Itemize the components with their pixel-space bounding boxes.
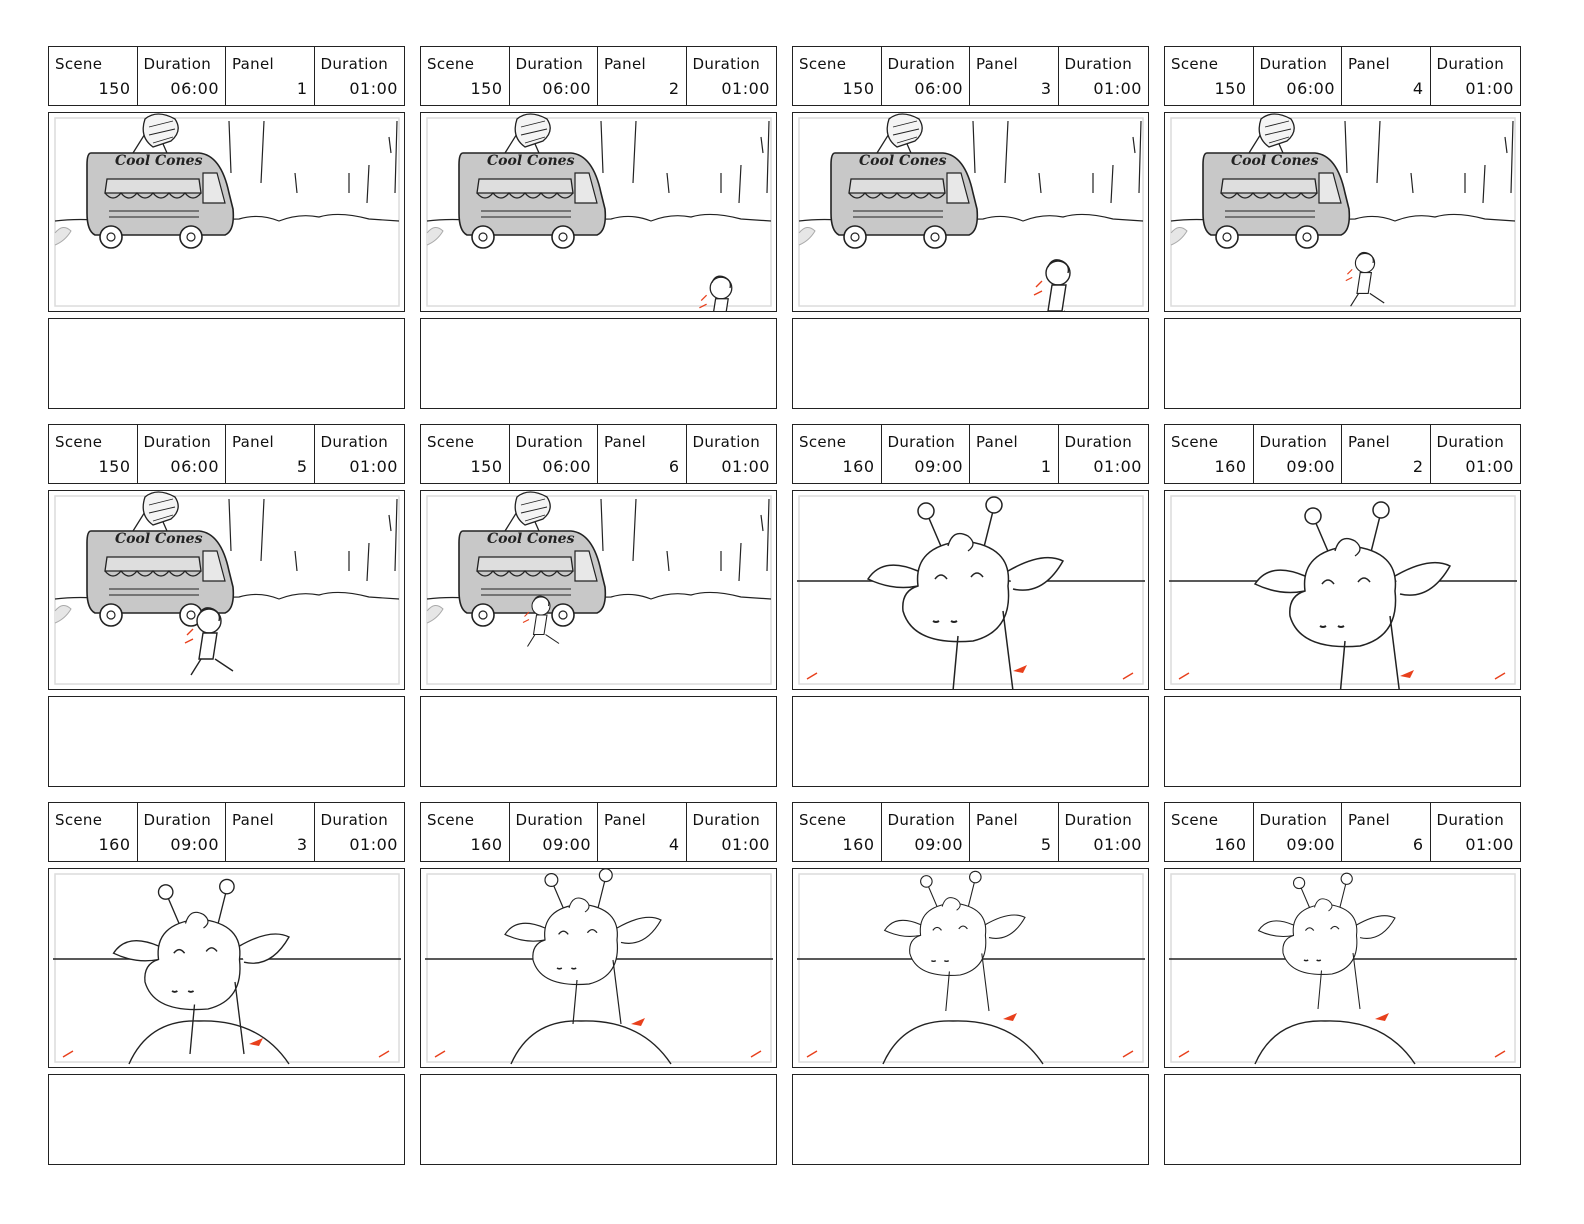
storyboard-grid — [48, 46, 1538, 1186]
scene-column — [421, 425, 510, 483]
corner-mark — [63, 1051, 389, 1057]
panel-duration-value: 01:00 — [1093, 457, 1142, 476]
scene-value: 150 — [98, 457, 131, 476]
scene-column — [421, 47, 510, 105]
scene-label: Scene — [55, 811, 103, 829]
panel-label: Panel — [604, 811, 646, 829]
truck-logo-text: Cool Cones — [487, 153, 575, 169]
storyboard-cell — [48, 46, 405, 409]
scene-label: Scene — [55, 433, 103, 451]
panel-label: Panel — [1348, 433, 1390, 451]
panel-header — [1164, 46, 1521, 106]
panel-value: 3 — [1040, 79, 1052, 98]
notes-box — [1164, 1074, 1521, 1165]
sketch-frame — [420, 868, 777, 1068]
panel-header — [48, 802, 405, 862]
panel-duration-value: 01:00 — [1093, 79, 1142, 98]
storyboard-cell — [420, 46, 777, 409]
panel-header — [1164, 424, 1521, 484]
giraffe — [505, 869, 661, 1024]
panel-header — [792, 424, 1149, 484]
sketch-illustration — [421, 491, 776, 689]
duration-label: Duration — [515, 55, 584, 73]
notes-box — [1164, 318, 1521, 409]
sketch-illustration — [793, 113, 1148, 311]
duration-column — [138, 47, 227, 105]
motion-arrow — [1375, 1013, 1389, 1021]
panel-label: Panel — [976, 811, 1018, 829]
sketch-illustration — [1165, 491, 1520, 689]
scene-label: Scene — [427, 811, 475, 829]
storyboard-cell — [792, 46, 1149, 409]
duration-column — [510, 803, 599, 861]
duration-column — [138, 425, 227, 483]
ice-cream-truck — [1203, 114, 1349, 248]
panel-column — [970, 803, 1059, 861]
scene-column — [1165, 803, 1254, 861]
panel-duration-column — [315, 803, 404, 861]
sketch-frame — [1164, 868, 1521, 1068]
scene-label: Scene — [1171, 811, 1219, 829]
duration-label: Duration — [887, 811, 956, 829]
duration-column — [138, 803, 227, 861]
panel-duration-column — [315, 47, 404, 105]
scene-value: 150 — [1214, 79, 1247, 98]
panel-column — [1342, 425, 1431, 483]
panel-header — [420, 802, 777, 862]
duration-value: 09:00 — [542, 835, 591, 854]
duration-column — [1254, 803, 1343, 861]
panel-duration-value: 01:00 — [1465, 457, 1514, 476]
sketch-illustration — [49, 113, 404, 311]
sketch-illustration — [793, 869, 1148, 1067]
sketch-frame — [48, 868, 405, 1068]
exhaust-puff — [427, 227, 443, 245]
duration-label: Duration — [1259, 433, 1328, 451]
sketch-frame — [48, 490, 405, 690]
truck-logo-text: Cool Cones — [487, 531, 575, 547]
sketch-illustration — [49, 491, 404, 689]
panel-duration-column — [1431, 47, 1520, 105]
panel-value: 6 — [668, 457, 680, 476]
panel-column — [1342, 803, 1431, 861]
panel-header — [792, 46, 1149, 106]
corner-mark — [807, 673, 1133, 679]
panel-duration-value: 01:00 — [721, 79, 770, 98]
giraffe — [1259, 873, 1396, 1009]
giraffe-body — [883, 1021, 1043, 1064]
city-skyline — [973, 121, 1141, 203]
motion-arrow — [249, 1038, 263, 1046]
duration-label: Duration — [515, 433, 584, 451]
notes-box — [792, 318, 1149, 409]
city-skyline — [229, 499, 397, 581]
exhaust-puff — [427, 605, 443, 623]
duration-value: 09:00 — [914, 835, 963, 854]
corner-mark — [1179, 1051, 1505, 1057]
scene-value: 160 — [842, 457, 875, 476]
giraffe — [114, 879, 290, 1054]
panel-duration-value: 01:00 — [349, 835, 398, 854]
truck-logo-text: Cool Cones — [115, 153, 203, 169]
city-skyline — [601, 121, 769, 203]
duration-value: 06:00 — [1286, 79, 1335, 98]
panel-column — [226, 803, 315, 861]
panel-column — [970, 425, 1059, 483]
panel-column — [1342, 47, 1431, 105]
panel-column — [598, 47, 687, 105]
ice-cream-truck — [831, 114, 977, 248]
panel-duration-label: Duration — [320, 811, 389, 829]
scene-column — [793, 425, 882, 483]
panel-label: Panel — [976, 55, 1018, 73]
giraffe — [885, 871, 1025, 1011]
duration-label: Duration — [1259, 55, 1328, 73]
panel-label: Panel — [1348, 55, 1390, 73]
panel-duration-label: Duration — [1064, 433, 1133, 451]
scene-column — [421, 803, 510, 861]
scene-column — [1165, 47, 1254, 105]
duration-column — [510, 47, 599, 105]
panel-value: 6 — [1412, 835, 1424, 854]
duration-column — [882, 425, 971, 483]
duration-label: Duration — [143, 433, 212, 451]
duration-value: 09:00 — [1286, 835, 1335, 854]
notes-box — [420, 1074, 777, 1165]
panel-header — [420, 46, 777, 106]
city-skyline — [229, 121, 397, 203]
giraffe-body — [511, 1021, 671, 1064]
duration-label: Duration — [143, 55, 212, 73]
sketch-frame — [48, 112, 405, 312]
sketch-frame — [420, 112, 777, 312]
panel-duration-column — [1059, 425, 1148, 483]
panel-duration-label: Duration — [692, 811, 761, 829]
sketch-illustration — [1165, 869, 1520, 1067]
exhaust-puff — [55, 605, 71, 623]
giraffe-body — [1255, 1021, 1415, 1064]
panel-header — [48, 424, 405, 484]
panel-header — [420, 424, 777, 484]
sketch-illustration — [793, 491, 1148, 689]
scene-value: 160 — [470, 835, 503, 854]
panel-duration-column — [687, 425, 776, 483]
duration-value: 09:00 — [914, 457, 963, 476]
storyboard-cell — [1164, 46, 1521, 409]
storyboard-cell — [792, 424, 1149, 787]
panel-duration-column — [1059, 803, 1148, 861]
storyboard-cell — [48, 424, 405, 787]
panel-label: Panel — [604, 55, 646, 73]
panel-duration-label: Duration — [320, 433, 389, 451]
scene-value: 160 — [1214, 835, 1247, 854]
notes-box — [792, 1074, 1149, 1165]
notes-box — [420, 318, 777, 409]
panel-duration-column — [687, 803, 776, 861]
giraffe — [1255, 502, 1450, 689]
scene-column — [49, 425, 138, 483]
panel-duration-value: 01:00 — [1465, 835, 1514, 854]
motion-arrow — [1400, 670, 1414, 678]
panel-value: 4 — [668, 835, 680, 854]
scene-value: 160 — [98, 835, 131, 854]
panel-duration-label: Duration — [1064, 55, 1133, 73]
panel-duration-column — [1059, 47, 1148, 105]
panel-header — [792, 802, 1149, 862]
exhaust-puff — [1171, 227, 1187, 245]
storyboard-cell — [420, 424, 777, 787]
storyboard-cell — [792, 802, 1149, 1165]
sketch-illustration — [1165, 113, 1520, 311]
scene-label: Scene — [799, 55, 847, 73]
panel-duration-label: Duration — [1436, 55, 1505, 73]
duration-value: 06:00 — [542, 79, 591, 98]
motion-arrow — [1013, 665, 1027, 673]
panel-column — [970, 47, 1059, 105]
notes-box — [420, 696, 777, 787]
panel-label: Panel — [232, 55, 274, 73]
scene-value: 150 — [98, 79, 131, 98]
panel-duration-label: Duration — [320, 55, 389, 73]
duration-label: Duration — [1259, 811, 1328, 829]
duration-column — [882, 803, 971, 861]
ice-cream-truck — [459, 114, 605, 248]
duration-label: Duration — [887, 55, 956, 73]
running-kid — [1034, 260, 1082, 311]
storyboard-cell — [48, 802, 405, 1165]
duration-column — [1254, 47, 1343, 105]
scene-column — [1165, 425, 1254, 483]
sketch-illustration — [421, 869, 776, 1067]
panel-duration-label: Duration — [1436, 811, 1505, 829]
panel-column — [598, 425, 687, 483]
panel-duration-column — [687, 47, 776, 105]
panel-label: Panel — [604, 433, 646, 451]
notes-box — [48, 1074, 405, 1165]
scene-label: Scene — [55, 55, 103, 73]
storyboard-cell — [420, 802, 777, 1165]
scene-value: 150 — [470, 79, 503, 98]
scene-column — [793, 47, 882, 105]
scene-column — [49, 803, 138, 861]
sketch-illustration — [49, 869, 404, 1067]
city-skyline — [601, 499, 769, 581]
scene-label: Scene — [427, 55, 475, 73]
corner-mark — [435, 1051, 761, 1057]
notes-box — [48, 696, 405, 787]
duration-label: Duration — [887, 433, 956, 451]
corner-mark — [807, 1051, 1133, 1057]
scene-value: 150 — [470, 457, 503, 476]
motion-arrow — [631, 1018, 645, 1026]
sketch-frame — [792, 490, 1149, 690]
duration-column — [1254, 425, 1343, 483]
panel-label: Panel — [976, 433, 1018, 451]
scene-label: Scene — [427, 433, 475, 451]
panel-value: 3 — [296, 835, 308, 854]
panel-header — [48, 46, 405, 106]
duration-value: 09:00 — [170, 835, 219, 854]
sketch-frame — [420, 490, 777, 690]
scene-label: Scene — [1171, 55, 1219, 73]
panel-value: 2 — [668, 79, 680, 98]
giraffe — [868, 497, 1063, 689]
panel-column — [598, 803, 687, 861]
panel-duration-value: 01:00 — [721, 835, 770, 854]
panel-duration-value: 01:00 — [349, 79, 398, 98]
truck-logo-text: Cool Cones — [859, 153, 947, 169]
panel-value: 5 — [1040, 835, 1052, 854]
exhaust-puff — [799, 227, 815, 245]
running-kid — [1346, 252, 1384, 306]
scene-label: Scene — [799, 811, 847, 829]
truck-logo-text: Cool Cones — [1231, 153, 1319, 169]
notes-box — [792, 696, 1149, 787]
duration-column — [510, 425, 599, 483]
duration-value: 09:00 — [1286, 457, 1335, 476]
sketch-frame — [1164, 112, 1521, 312]
panel-value: 1 — [1040, 457, 1052, 476]
panel-duration-value: 01:00 — [349, 457, 398, 476]
panel-duration-label: Duration — [692, 433, 761, 451]
city-skyline — [1345, 121, 1513, 203]
duration-value: 06:00 — [170, 79, 219, 98]
duration-value: 06:00 — [170, 457, 219, 476]
panel-duration-label: Duration — [1436, 433, 1505, 451]
motion-arrow — [1003, 1013, 1017, 1021]
panel-value: 4 — [1412, 79, 1424, 98]
sketch-frame — [792, 112, 1149, 312]
panel-label: Panel — [232, 811, 274, 829]
sketch-frame — [792, 868, 1149, 1068]
scene-value: 160 — [1214, 457, 1247, 476]
panel-column — [226, 425, 315, 483]
duration-column — [882, 47, 971, 105]
ice-cream-truck — [87, 492, 233, 626]
storyboard-cell — [1164, 802, 1521, 1165]
panel-duration-column — [315, 425, 404, 483]
panel-duration-label: Duration — [692, 55, 761, 73]
scene-label: Scene — [1171, 433, 1219, 451]
scene-value: 150 — [842, 79, 875, 98]
giraffe-body — [129, 1021, 289, 1064]
notes-box — [48, 318, 405, 409]
panel-duration-value: 01:00 — [1465, 79, 1514, 98]
notes-box — [1164, 696, 1521, 787]
panel-duration-column — [1431, 803, 1520, 861]
scene-column — [49, 47, 138, 105]
truck-logo-text: Cool Cones — [115, 531, 203, 547]
panel-duration-value: 01:00 — [1093, 835, 1142, 854]
exhaust-puff — [55, 227, 71, 245]
panel-value: 1 — [296, 79, 308, 98]
ice-cream-truck — [87, 114, 233, 248]
duration-label: Duration — [143, 811, 212, 829]
duration-value: 06:00 — [914, 79, 963, 98]
panel-duration-label: Duration — [1064, 811, 1133, 829]
panel-value: 5 — [296, 457, 308, 476]
sketch-frame — [1164, 490, 1521, 690]
sketch-illustration — [421, 113, 776, 311]
panel-value: 2 — [1412, 457, 1424, 476]
panel-label: Panel — [232, 433, 274, 451]
panel-duration-column — [1431, 425, 1520, 483]
panel-header — [1164, 802, 1521, 862]
duration-label: Duration — [515, 811, 584, 829]
panel-duration-value: 01:00 — [721, 457, 770, 476]
scene-value: 160 — [842, 835, 875, 854]
panel-column — [226, 47, 315, 105]
scene-column — [793, 803, 882, 861]
storyboard-cell — [1164, 424, 1521, 787]
duration-value: 06:00 — [542, 457, 591, 476]
panel-label: Panel — [1348, 811, 1390, 829]
scene-label: Scene — [799, 433, 847, 451]
